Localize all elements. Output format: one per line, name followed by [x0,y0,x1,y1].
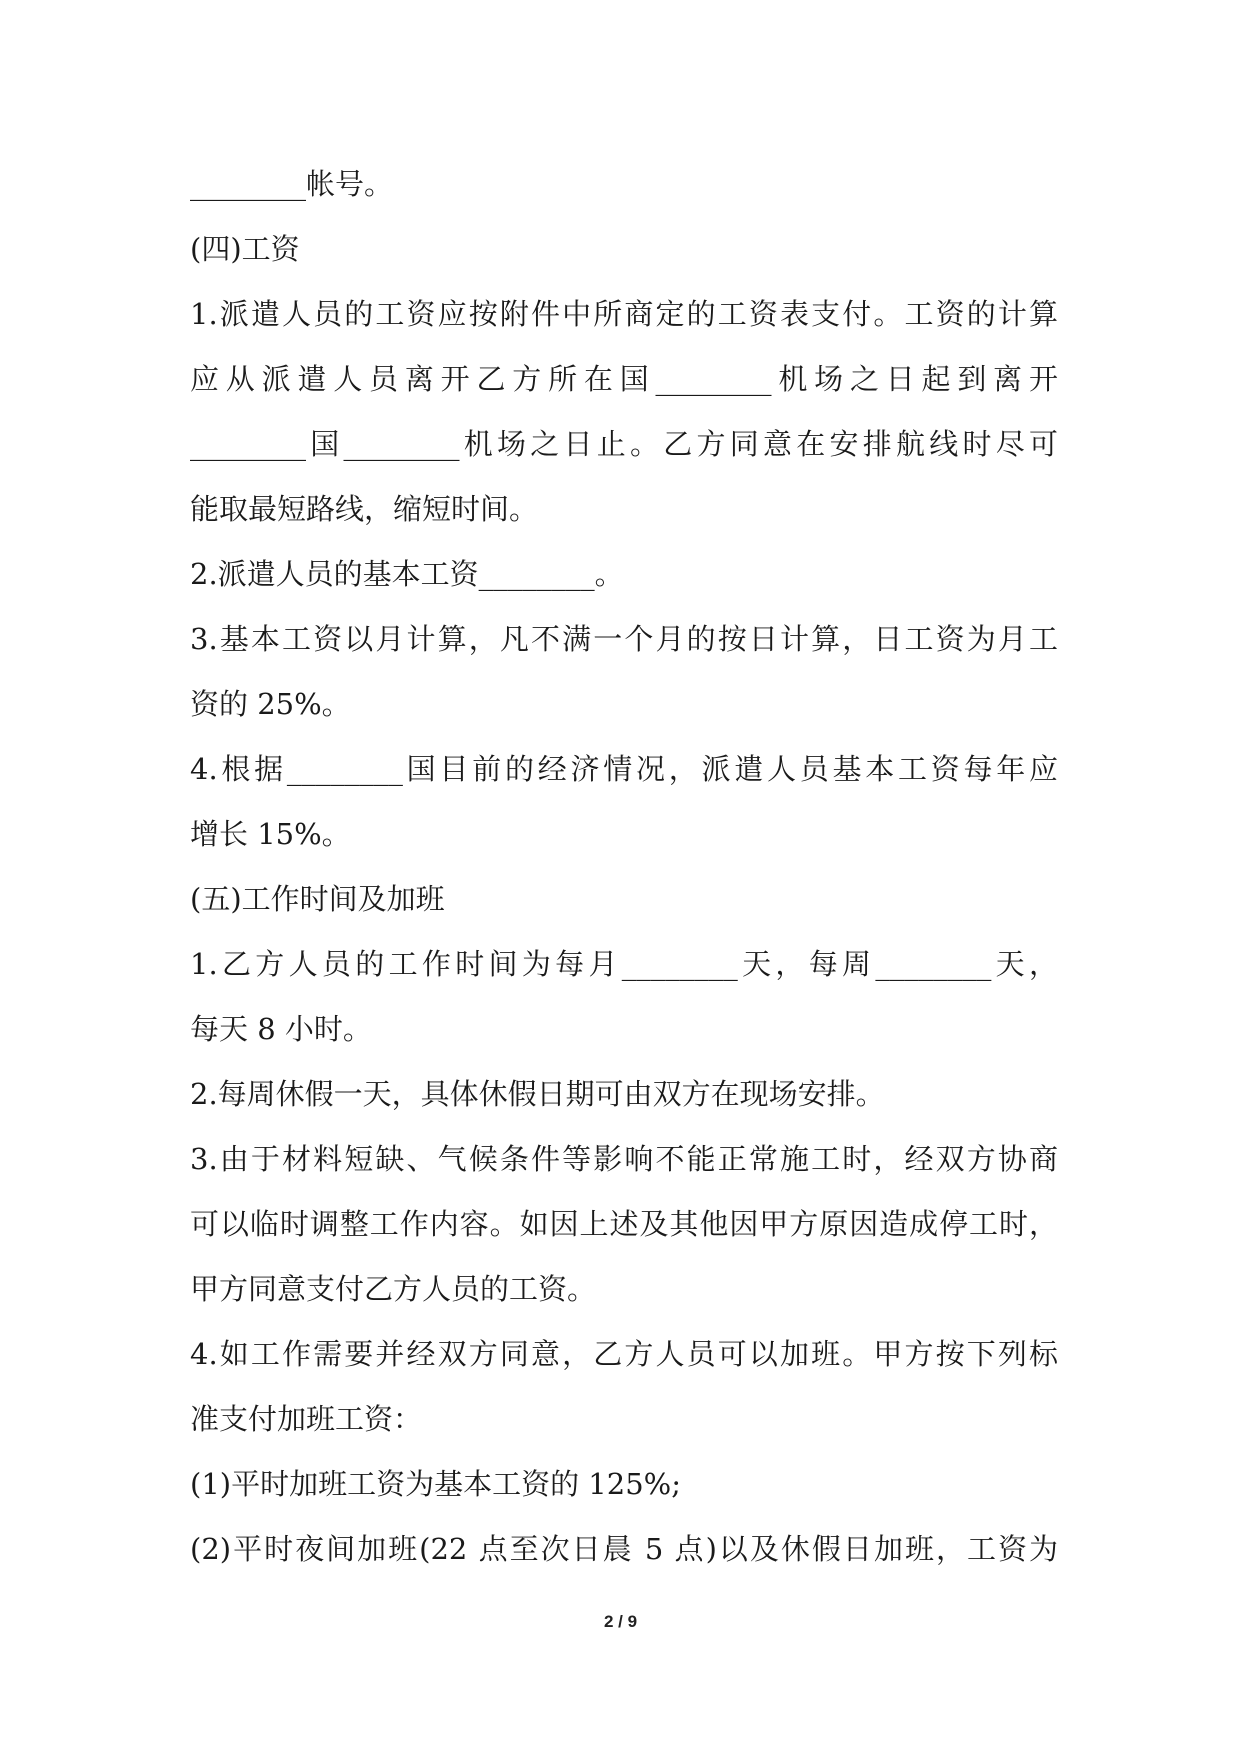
text-line: 3.基本工资以月计算，凡不满一个月的按日计算，日工资为月工 [190,622,1058,656]
text-line: 4.如工作需要并经双方同意，乙方人员可以加班。甲方按下列标 [190,1337,1058,1371]
text-line: 甲方同意支付乙方人员的工资。 [190,1272,597,1306]
text-line: 4.根据________国目前的经济情况，派遣人员基本工资每年应 [190,752,1058,786]
text-line: 1.派遣人员的工资应按附件中所商定的工资表支付。工资的计算 [190,297,1058,331]
text-line: ________国________机场之日止。乙方同意在安排航线时尽可 [190,427,1058,461]
text-line: 3.由于材料短缺、气候条件等影响不能正常施工时，经双方协商 [190,1142,1058,1176]
text-line: 应从派遣人员离开乙方所在国________机场之日起到离开 [190,362,1058,396]
text-line: 增长 15%。 [190,817,351,851]
text-line: 1.乙方人员的工作时间为每月________天，每周________天， [190,947,1058,981]
text-line: 2.每周休假一天，具体休假日期可由双方在现场安排。 [190,1077,885,1111]
text-line: (1)平时加班工资为基本工资的 125%; [190,1467,681,1501]
text-line: (2)平时夜间加班(22 点至次日晨 5 点)以及休假日加班，工资为 [190,1532,1058,1566]
text-line: 每天 8 小时。 [190,1012,372,1046]
text-line: 可以临时调整工作内容。如因上述及其他因甲方原因造成停工时， [190,1207,1058,1241]
page-number: 2 / 9 [603,1612,638,1631]
text-line: ________帐号。 [190,167,394,201]
text-line: 准支付加班工资： [190,1402,423,1436]
section-heading-working-hours: (五)工作时间及加班 [190,882,445,916]
text-line: 资的 25%。 [190,687,351,721]
section-heading-wages: (四)工资 [190,232,300,266]
text-line: 2.派遣人员的基本工资________。 [190,557,624,591]
document-body [190,152,1058,1582]
text-line: 能取最短路线，缩短时间。 [190,492,539,526]
